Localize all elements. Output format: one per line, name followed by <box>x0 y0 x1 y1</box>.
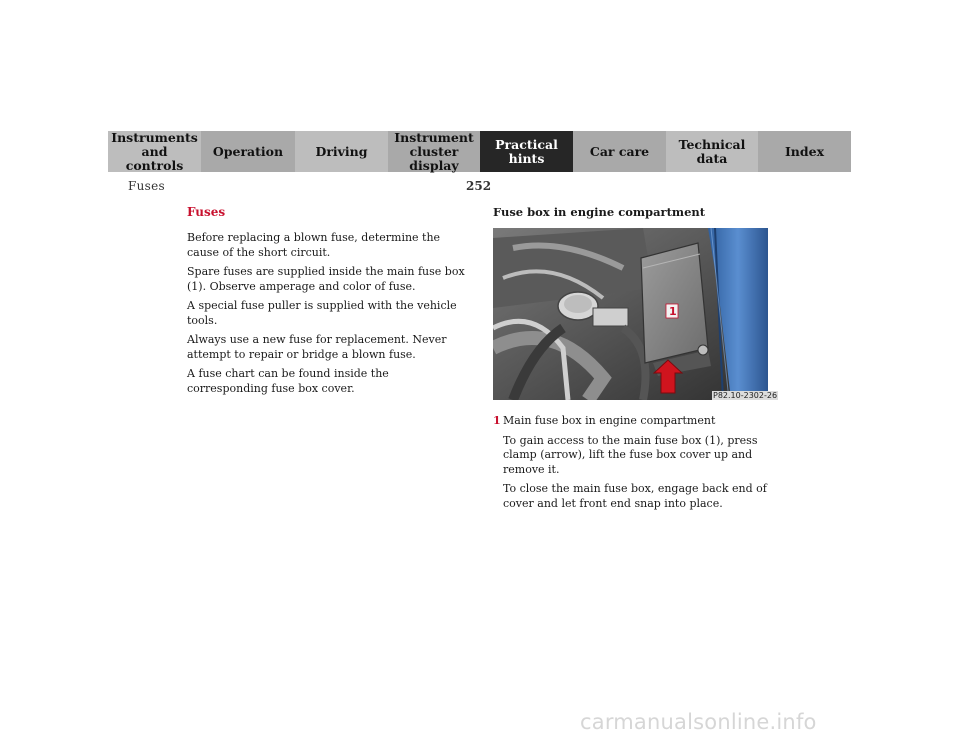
figure-legend <box>493 414 775 516</box>
paragraph: A fuse chart can be found inside the corresponding fuse box cover. <box>187 367 389 395</box>
tab-technical-data[interactable]: Technical data <box>666 131 758 172</box>
legend-title: Main fuse box in engine compartment <box>503 414 716 427</box>
tab-index[interactable]: Index <box>758 131 851 172</box>
section-heading: Fuses <box>187 205 226 219</box>
paragraph: Spare fuses are supplied inside the main fuse box (1). Observe amperage and color of fuse. <box>187 265 465 293</box>
tab-instrument-cluster-display[interactable]: Instrument cluster display <box>388 131 480 172</box>
fuse-box-section <box>493 205 773 229</box>
watermark: carmanualsonline.info <box>580 710 817 734</box>
fuses-section <box>187 205 469 401</box>
paragraph: A special fuse puller is supplied with the vehicle tools. <box>187 299 457 327</box>
legend-item <box>493 414 775 429</box>
legend-paragraph: To close the main fuse box, engage back end of cover and let front end snap into place. <box>503 482 767 510</box>
label-1: 1 <box>669 305 677 318</box>
tab-car-care[interactable]: Car care <box>573 131 666 172</box>
paragraph: Before replacing a blown fuse, determine the cause of the short circuit. <box>187 231 441 259</box>
legend-paragraph: To gain access to the main fuse box (1), press clamp (arrow), lift the fuse box cover up and remove it. <box>503 433 758 476</box>
paragraph: Always use a new fuse for replacement. Never attempt to repair or bridge a blown fuse. <box>187 333 447 361</box>
section-nav <box>108 131 851 172</box>
page-number: 252 <box>466 179 492 193</box>
page-header-title: Fuses <box>128 179 165 193</box>
figure-heading: Fuse box in engine compartment <box>493 205 706 219</box>
legend-number: 1 <box>493 414 501 427</box>
figure-code: P82.10-2302-26 <box>713 391 778 400</box>
engine-compartment-photo <box>493 228 768 400</box>
tab-practical-hints[interactable]: Practical hints <box>480 131 573 172</box>
tab-driving[interactable]: Driving <box>295 131 388 172</box>
tab-operation[interactable]: Operation <box>201 131 295 172</box>
tab-instruments-and-controls[interactable]: Instruments and controls <box>108 131 201 172</box>
